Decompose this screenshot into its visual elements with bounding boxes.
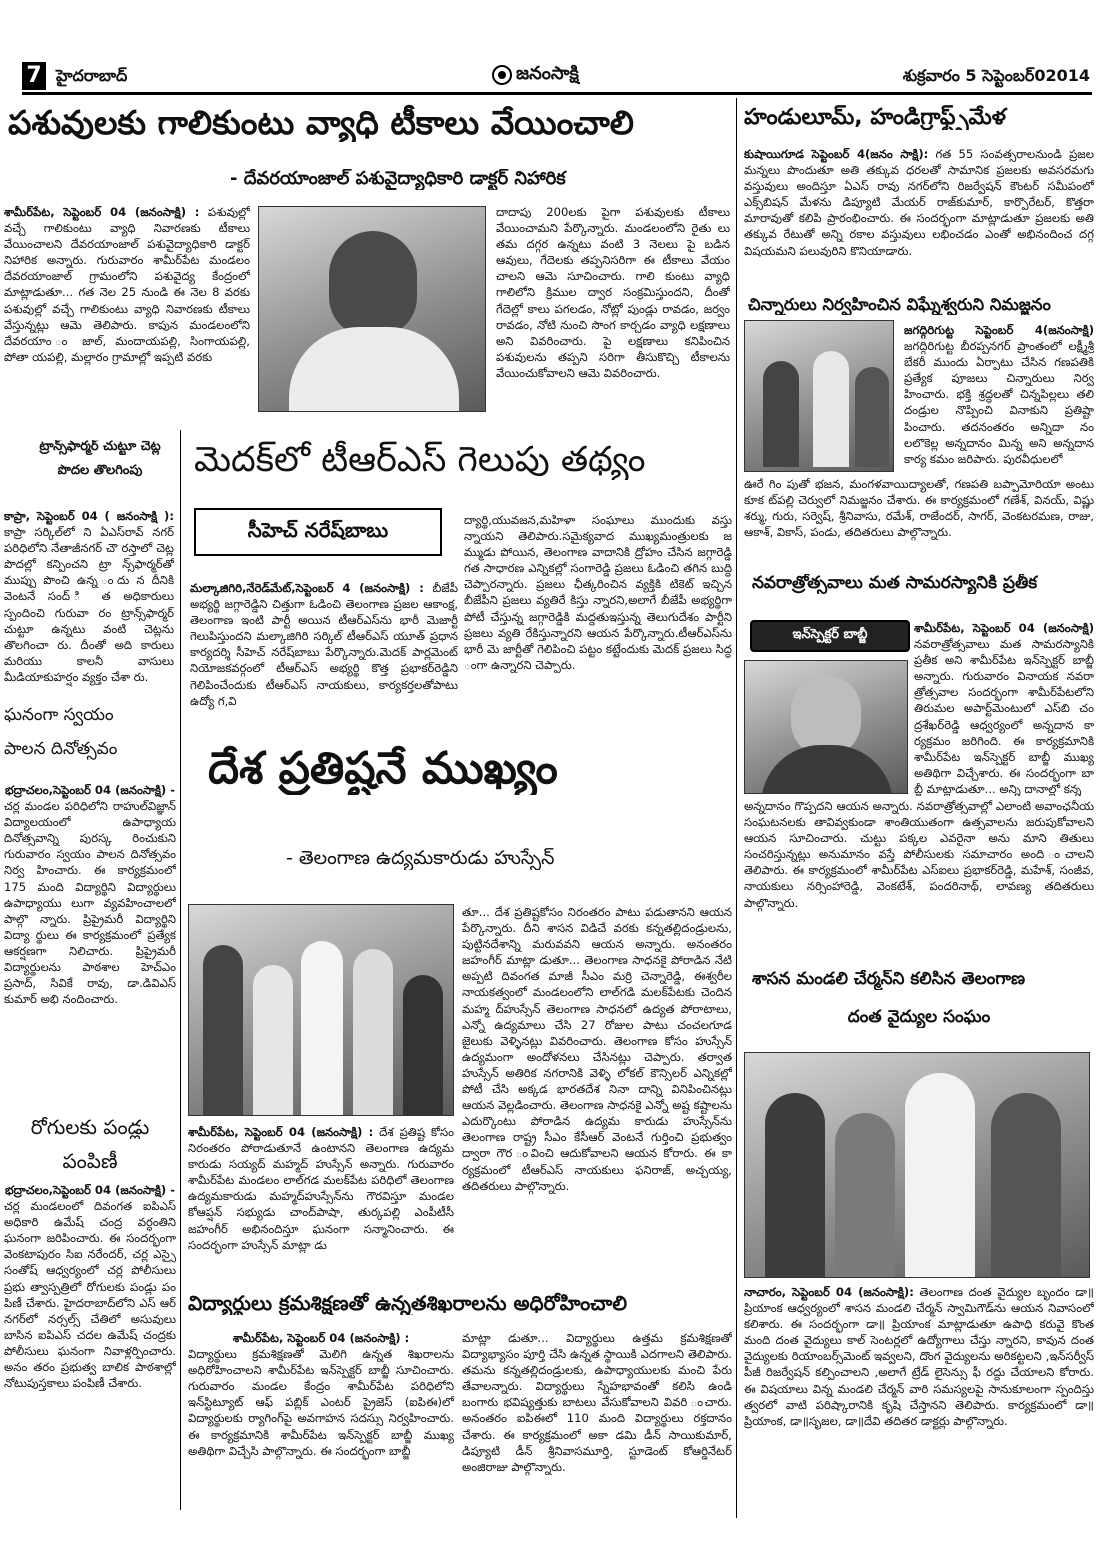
column-divider-right bbox=[736, 98, 737, 1518]
dateline: భద్రాచలం,సెప్టెంబర్ 04 (జనంసాక్షి) - bbox=[4, 1183, 176, 1197]
article-body: విద్యార్థులు క్రమశిక్షణతో మెలిగి ఉన్నత శిఖరాలను అధిరోహించాలని శామీర్‌పేట ఇన్‌స్పెక్టర్ బాబ్జీ సూచించారు. గురువారం మండల కేంద్రం శామీర్‌పేట పరిధిలోని ఇన్‌స్టిట్యూట్ ఆఫ్ పబ్లిక్ ఎంటర్ ప్రైజెస్ (ఐపిఈ)లో విద్యార్థులకు ర్యాగింగ్‌పై అవగాహన సదస్సు నిర్వహించారు. ఈ కార్యక్రమానికి శామీర్‌పేట ఇన్‌స్పెక్టర్ బాబ్జీ ముఖ్య అతిథిగా విచ్చేసి పాల్గొన్నారు. ఈ సందర్భంగా బాబ్జీ bbox=[188, 1347, 454, 1458]
dateline: శామీర్‌పేట, సెప్టెంబర్ 04 (జనంసాక్షి) : bbox=[4, 205, 200, 219]
headline-fruits-2: పంపిణీ bbox=[62, 1150, 118, 1173]
article-body: నవరాత్రోత్సవాలు మత సామరస్యానికి ప్రతీక అని శామీర్‌పేట ఇన్‌స్పెక్టర్ బాబ్జీ అన్నారు. గురువారం వినాయక నవరా త్రోత్సవాల సందర్భంగా శామీర్‌పేటలోని తిరుమల అపార్ట్‌మెంటులో ఎస్‌బి చం ద్రశేఖర్‌రెడ్డి ఆధ్వర్యంలో అన్నదాన కా ర్యక్రమం జరిగింది. ఈ కార్యక్రమానికి శామీర్‌పేట ఇన్‌స్పెక్టర్ బాబ్జీ ముఖ్య అతిథిగా విచ్చేశారు. ఈ సందర్భంగా బా బ్జీ మాట్లాడుతూ... అన్ని దానాల్లో కన్న bbox=[914, 637, 1094, 796]
article-body: ద్యార్థి,యువజన,మహిళా సంఘాలు ముందుకు వస్తు న్నాయని తెలిపారు.సమైక్యవాద ముఖ్యమంత్రులకు జ మ్ముడు పోయిన, తెలంగాణ వాదానికి ద్రోహం చేసిన జగ్గారెడ్డి గత సాధారణ ఎన్నికల్లో సంగారెడ్డి ప్రజలు ఓడించి తగిన బుద్ధి చెప్పారన్నారు. ప్రజలు ఛీత్కరించిన వ్యక్తికి టికెట్ ఇచ్చిన బీజేపీని ప్రజలు వ్యతిరే కిస్తు న్నారని,అలాగే బీజేపీ అభ్యర్థిగా పోటీ చేస్తున్న జగ్గారెడ్డికి మద్దతుఇస్తున్న తెలుగుదేశం పార్టీని ప్రజలు వ్యతి రేకిస్తున్నారని ఆయన పేర్కొన్నారు.టీఆర్ఎస్‌ను భారీ మె జార్టీతో గెలిపించి పట్టం కట్టేందుకు మెదక్ ప్రజలు సిద్ధ ంగా ఉన్నారని చెప్పారు. bbox=[464, 513, 732, 672]
article-students-col2 bbox=[462, 1330, 732, 1514]
article-navaratri-side bbox=[914, 620, 1094, 796]
headline-nation-prestige: దేశ ప్రతిష్టనే ముఖ్యం bbox=[208, 744, 558, 794]
issue-date: శుక్రవారం 5 సెప్టెంబర్02014 bbox=[902, 66, 1090, 85]
subhead-nation-prestige: - తెలంగాణ ఉద్యమకారుడు హుస్సేన్ bbox=[286, 848, 555, 869]
masthead-rule bbox=[22, 92, 1092, 95]
article-body: తెలంగాణ దంత వైద్యుల బృందం డా॥ ప్రియాంక ఆధ్వర్యంలో శాసన మండలి చేర్మన్ స్వామిగౌడ్‌ను ఆయన నివాసంలో కలిశారు. ఈ సందర్భంగా డా॥ ప్రియాంక మాట్లాడుతూ ఉపాధి కరువై కొంత మంది దంత వైద్యులు కాల్ సెంటర్లలో ఉద్యోగాలు చేస్తు న్నారని, కావున దంత వైద్యులకు రియాంబర్స్‌మెంట్ ఇవ్వలని, దొంగ వైద్యులను అరికట్టలని ,ఇన్‌సర్వీస్ పీజీ రిజర్వేషన్ కల్పించాలని ,అలాగే ట్రేడ్ లైసెన్సు ఫీ రద్దు చేయాలని కోరారు. ఈ విషయాలు విన్న మండలి చేర్మన్ వారి సమస్యలపై సానుకూలంగా స్పందిస్తు త్వరలో వాటి పరిష్కారానికి కృషి చేస్తానని తెలిపారు. కార్యక్రమంలో డా॥ప్రియాంక, డా॥సృజల, డా॥దేవి తదితర డాక్టర్లు పాల్గొన్నారు. bbox=[744, 1285, 1094, 1428]
article-body: దాదాపు 200లకు పైగా పశువులకు టీకాలు వేయించామని పేర్కొన్నారు. మండలంలోని రైతు లు తమ దగ్గర ఉన్నటు వంటి 3 నెలలు పై బడిన ఆవులు, గేదెలకు తప్పనిసరిగా ఈ టీకాలు వేయం చాలని ఆమె సూచించారు. గాలి కుంటు వ్యాధి గాలిలోని క్రిముల ద్వార సంక్రమిస్తుందని, దీంతో గేదెల్లో కాలు పగలడం, నోట్లో పుండ్లు రావడం, జర్వం రావడం, నోటి నుంచి సొంగ కార్చడం వ్యాధి లక్షణాలు అని వివరించారు. పై లక్షణాలు కనిపించిన పశువులను తప్పని సరిగా తీసుకొచ్చి టీకాలను వేయించుకోవాలని ఆమె వివరించారు. bbox=[496, 205, 730, 380]
photo-inspector-babji bbox=[744, 660, 908, 794]
article-body: చర్ల మండల పరిధిలోని రాహుల్‌విజ్ఞాన్ విద్యాలయంలో ఉపాధ్యాయ దినోత్సవాన్ని పురస్క రించుకుని గురువారం స్వయం పాలన దినోత్సవం నిర్వ హించారు. ఈ కార్యక్రమంలో 175 మంది విద్యార్థిని విద్యార్థులు ఉపాధ్యాయు లుగా వ్యవహించాలలో పాల్గొ న్నారు. ప్రిప్రైమరీ విద్యార్థిని విద్యా ర్థులు ఈ కార్యక్రమంలో ప్రత్యేక ఆకర్షణగా నిలిచారు. ప్రిప్రైమరీ విద్యార్థులను పాఠశాల హెచ్ఎం ప్రసాద్, సివికే రావు, డా.డివిఎస్ కుమార్ అభి నందించారు. bbox=[4, 799, 176, 1007]
headline-handloom-mela: హండులూమ్, హండిగ్రాఫ్ట్స్‌మేళ bbox=[744, 105, 1006, 130]
article-self-governance bbox=[4, 782, 176, 1092]
article-vaccination-col2 bbox=[496, 204, 730, 416]
dateline: నాచారం, సెప్టెంబర్ 04 (జనంసాక్షి): bbox=[744, 1285, 914, 1299]
article-ganesh-side bbox=[904, 322, 1094, 474]
article-body: తూ... దేశ ప్రతిష్టకోసం నిరంతరం పాటు పడుతానని ఆయన పేర్కొన్నారు. దీని శాసన విడిచే వరకు కన్నతల్లిదండ్రులను, పుట్టినదేశాన్ని మరువవని ఆయన అన్నారు. అనంతరం జహంగీర్ మాట్లా డుతూ... తెలంగాణ సాధనకై పోరాడిన నేటి అప్పటి దివంగత మాజీ సీఎం మర్రి చెన్నారెడ్డి, ఈశ్వరీల నాయకత్వంలో మండలంలోని లాల్‌గడి మలక్‌పేటకు చెందిన మహ్మ ద్‌హుస్సేన్ తెలంగాణ సాధనలో ఉద్యత పోరాటాలు, ఎన్నో ఉద్యమాలు చేసి 27 రోజుల పాటు చంచలగూడ జైలుకు వెళ్ళినట్లు వివరించారు. తెలంగాణ కోసం హుస్సేన్ ఉద్యమంగా అందోళనలు చేసినట్లు చెప్పారు. తర్వాత హుస్సేన్ అతిరిక నగరానికి వెళ్ళి లోకల్ కౌన్సిలర్ ఎన్నికల్లో పోటీ చేసి అక్కడ భారతదేశ నినా దాన్ని వినిపించినట్లు ఆయన వెల్లడించారు. తెలంగాణ సాధనకై ఎన్నో అష్ట కష్టాలను ఎదుర్కొంటు పోరాడిన ఉద్యమ కారుడు హుస్సేన్‌ను తెలంగాణ రాష్ట్ర సీఎం కేసీఆర్ వెంటనే గుర్తించి ప్రభుత్వం ద్వారా గౌర ంవించి ఆదుకోవాలని ఆయన కోరారు. ఈ కా ర్యక్రమంలో టీఆర్ఎస్ నాయకులు ఫనిరాజ్, అచ్చయ్య, తదితరులు పాల్గొన్నారు. bbox=[462, 905, 732, 1193]
headline-self-governance-2: పాలన దినోత్సవం bbox=[4, 740, 118, 759]
article-body: దేశ ప్రతిష్ట కోసం నిరంతరం పోరాడుతూనే ఉంటానని తెలంగాణ ఉద్యమ కారుడు సయ్యద్ మహ్మద్ హుస్సేన్ అన్నారు. గురువారం శామీర్‌పేట మండలం లాల్‌గడ మలక్‌పేట పరిధిలో తెలంగాణ ఉద్యమకారుడు మహ్మద్‌హుస్సేన్‌ను గౌరవిస్తూ మండల కోఆప్షన్ సభ్యుడు చాంద్‌పాషా, తుర్కపల్లి ఎంపీటీసీ జహంగీర్ అభినందిస్తూ ఘనంగా సన్మానించారు. ఈ సందర్భంగా హుస్సేన్ మాట్లా డు bbox=[188, 1125, 454, 1252]
article-transformer bbox=[4, 508, 174, 700]
masthead bbox=[22, 60, 1092, 92]
dateline: భద్రాచలం,సెప్టెంబర్ 04 (జనంసాక్షి) - bbox=[4, 783, 176, 797]
headline-navaratri: నవరాత్రోత్సవాలు మత సామరస్యానికి ప్రతీక bbox=[752, 574, 1038, 593]
photo-dental-association bbox=[744, 1052, 1090, 1278]
headline-medak-trs: మెదక్‌లో టీఆర్ఎస్ గెలుపు తథ్యం bbox=[194, 440, 646, 480]
headline-transformer-1: ట్రాన్స్‌ఫార్మర్ చుట్టూ చెట్ల bbox=[39, 440, 161, 454]
article-medak-col2 bbox=[464, 512, 732, 730]
dateline: శామీర్‌పేట, సెప్టెంబర్ 04 (జనంసాక్షి) bbox=[914, 621, 1094, 635]
article-body: మాట్లా డుతూ... విద్యార్థులు ఉత్తమ క్రమశిక్షణతో విద్యాభ్యాసం పూర్తి చేసి ఉన్నత స్థాయికి ఎదగాలని తెలిపారు. తమను కన్నతల్లిదండ్రులకు, ఉపాధ్యాయులకు మంచి పేరు తేవాలన్నారు. విద్యార్థులు స్నేహభావంతో కలిసి ఉండి బంగారు భవిష్యత్తుకు బాటలు వేసుకోవాలని వివరి ంచారు. అనంతరం ఐపిఈలో 110 మంది విద్యార్థులు రక్తదానం చేశారు. ఈ కార్యక్రమంలో అకా డమి డీన్ సాయికుమార్, డిప్యూటి డీన్ శ్రీనివాసమూర్తి, స్టూడెంట్ కోఆర్డినేటర్ అంజిరాజు పాల్గొన్నారు. bbox=[462, 1331, 732, 1474]
photo-hussain-felicitation bbox=[188, 904, 454, 1116]
headline-fruits-1: రోగులకు పండ్లు bbox=[30, 1116, 150, 1139]
masthead-logo bbox=[492, 62, 579, 88]
article-dental bbox=[744, 1284, 1094, 1514]
article-vaccination-col1 bbox=[4, 204, 250, 416]
article-body: కాప్రా సర్కిల్‌లో ని ఏఎస్‌రావ్ నగర్ పరిధిలోని నేతాజీనగర్ చౌ రస్తాలో చెట్ల పొదల్లో కన్పించని ట్రా న్స్‌ఫార్మర్‌తో ముప్పు పొంచి ఉన్న ందు న దీనికి వెంటనే సంద్ ి త అధికారులు స్పందించి గురువా రం ట్రాన్స్‌ఫార్మర్ చుట్టూ ఉన్నటు వంటి చెట్లను తొలగించా రు. దీంతో అది కారులు మరియు కాలనీ వాసులు మీడియాకుహర్షం వ్యక్తం చేశా రు. bbox=[4, 525, 174, 684]
article-body: జగద్గిరిగుట్ట బీరప్పనగర్ ప్రాంతంలో లక్ష్మీశ్రీ బేకరీ ముందు ఏర్పాటు చేసిన గణపతికి ప్రత్యేక పూజలు చిన్నారులు నిర్వ హించారు. భక్తి శ్రద్ధలతో చిన్నపిల్లలు తలి దండ్రుల నొప్పించి వినాకుని ప్రతిష్టా పించారు. తదనంతరం అన్నిదా నం లలొకెల్ల అన్నదానం మిన్న అని అన్నదాన కార్య కమం జరిపారు. పురవీధులలో bbox=[904, 339, 1094, 466]
headline-dental-1: శాసన మండలి చేర్మన్‌ని కలిసిన తెలంగాణ bbox=[752, 970, 1026, 989]
article-body: చర్ల మండలంలో దివంగత ఐపిఎస్ అధికారి ఉమేష్ చంద్ర వర్ధంతిని ఘనంగా జరిపించారు. ఈ సందర్భంగా వెంకటాపురం సిఐ నరేందర్, చర్ల ఎస్సై సంతోష్ ఆధ్వర్యంలో చర్ల పోలీసులు ప్రభు త్వాస్పత్రిలో రోగులకు పండ్లు పం పిణీ చేశారు. హైదరాబాద్‌లోని ఎస్ ఆర్ నగర్‌లో నర్సల్స్ చేతిలో అసువులు బాసిన ఐపిఎస్ చదల ఉమేష్ చంద్రకు పోలీసులు ఘనంగా నివాళ్లర్పించారు. అనం తరం ప్రభుత్వ బాలిక పాఠశాల్లో నోటుపుస్తకాలు పంపిణీ చేశారు. bbox=[4, 1199, 176, 1391]
headline-transformer-2: పొదల తొలగింపు bbox=[57, 464, 143, 478]
subhead-vaccination: - దేవరయాంజాల్ పశువైద్యాధికారి డాక్టర్ నిహారిక bbox=[230, 169, 566, 189]
article-nation-col1 bbox=[188, 1124, 454, 1284]
dateline: కాప్రా, సెప్టెంబర్ 04 ( జనంసాక్షి ): bbox=[4, 509, 174, 523]
byline-naresh-babu: సీహెచ్ నరేష్‌బాబు bbox=[194, 508, 442, 556]
headline-self-governance-1: ఘనంగా స్వయం bbox=[4, 706, 114, 725]
headline-dental-2: దంత వైద్యుల సంఘం bbox=[847, 1008, 991, 1027]
headline-vaccination: పశువులకు గాలికుంటు వ్యాధి టీకాలు వేయించాలి bbox=[8, 104, 634, 142]
logo-emblem-icon bbox=[492, 65, 512, 85]
article-students-col1 bbox=[188, 1330, 454, 1514]
article-handloom bbox=[744, 146, 1094, 290]
article-nation-col2 bbox=[462, 904, 732, 1284]
article-medak-col1 bbox=[190, 580, 458, 730]
byline-inspector-babji: ఇన్‌స్పెక్టర్ బాబ్జీ bbox=[750, 620, 910, 652]
dateline: కుషాయిగూడ సెప్టెంబర్ 4(జనం సాక్షి): bbox=[744, 147, 929, 161]
article-body: అన్నదానం గొప్పదని ఆయన అన్నారు. నవరాత్రోత్సవాల్లో ఎలాంటి అవాంఛనీయ సంఘటనలకు తావివ్వకుండా శాంతియుతంగా ఉత్సవాలను జరుపుకోవాలని ఆయన సూచించారు. చుట్టు పక్కల ఎవరైనా అను మాని తితులు సంచరిస్తున్నట్లు అనుమానం వస్తే పోలీసులకు సమాచారం అంది ంచాలని తెలిపారు. ఈ కార్యక్రమంలో శామీర్‌పేట ఎస్‌ఐలు ప్రభాకర్‌రెడ్డి, మహేశ్, సంజీవ, నాయకులు నర్సింహారెడ్డి, వెంకటేశ్, పందరినాథ్, లావణ్య తదితరులు పాల్గొన్నారు. bbox=[744, 799, 1094, 910]
article-ganesh-full bbox=[744, 476, 1094, 566]
article-body: బీజేపీ అభ్యర్థి జగ్గారెడ్డిని చిత్తుగా ఓడించి తెలంగాణ ప్రజల ఆకాంక్ష, తెలంగాణ ఇంటి పార్టీ అయిన టీఆర్ఎస్‌ను భారీ మెజార్టీ గెలుపిస్తుందని మల్కాజిగిరి సర్కిల్ టీఆర్ఎస్ యూత్ ప్రధాన కార్యదర్శి సీహెచ్ నరేష్‌బాబు పేర్కొన్నారు.మెదక్ పార్లమెంట్ నియోజకవర్గంలో టీఆర్ఎస్ అభ్యర్థి కొత్త ప్రభాకర్‌రెడ్డిని గెలిపించేందుకు టీఆర్ఎస్ నాయకులు, కార్యకర్తలతోపాటు ఉద్యో గ,వి bbox=[190, 581, 458, 708]
article-body: ఊరే గిం పుతో భజన, మంగళవాయిద్యాలతో, గణపతి బప్పామోరియా అంటు కూక ట్‌పల్లి చెర్వులో నిమజ్జనం చేశారు. ఈ కార్యక్రమంలో గణేశ్, వినయ్, విష్ణు శర్ము, గురు, సర్వెష్, శ్రీనివాసు, రమేశ్, రాజేందర్, సాగర్, వెంకటరమణ, రాజు, ఆకాశ్, వికాస్, పండు, తదితరులు పాల్గొన్నారు. bbox=[744, 477, 1094, 540]
dateline: మల్కాజిగిరి,నేరెడ్‌మేట్,సెప్టెంబర్ 4 (జనంసాక్షి) : bbox=[190, 581, 424, 595]
dateline: జగద్గిరిగుట్ట సెప్టెంబర్ 4(జనంసాక్షి) bbox=[904, 323, 1094, 337]
headline-student-discipline: విద్యార్థులు క్రమశిక్షణతో ఉన్నతశిఖరాలను అధిరోహించాలి bbox=[188, 1292, 627, 1315]
photo-ganesh-immersion bbox=[744, 320, 894, 472]
dateline: శామీర్‌పేట, సెప్టెంబర్ 04 (జనంసాక్షి) : bbox=[232, 1331, 410, 1345]
dateline: శామీర్‌పేట, సెప్టెంబర్ 04 (జనంసాక్షి) : bbox=[188, 1125, 374, 1139]
article-body: పశువుల్లో వచ్చే గాలికుంటు వ్యాధి నివారణకు టీకాలు వేయించాలని దేవరయాంజాల్ పశువైద్యాధికారి డాక్టర్ నిహారిక అన్నారు. గురువారం శామీర్‌పేట మండలం దేవరయాంజాల్ గ్రామంలోని పశువైద్య కేంద్రంలో మాట్లాడుతూ... గత నెల 25 నుండి ఈ నెల 8 వరకు పశువుల్లో వచ్చే గాలికుంటు వ్యాధి నివారణకు టీకాలు వేస్తున్నట్లు ఆమె తెలిపారు. కాపున మండలంలోని దేవరయాం ం జాల్, మందాయపల్లి, సింగాయపల్లి, పోతా యపల్లి, మల్లారం గ్రామాల్లో ఇప్పటి వరకు bbox=[4, 205, 250, 364]
headline-ganesh-immersion: చిన్నారులు నిర్వహించిన విఘ్నేశ్వరుని నిమజ్జనం bbox=[748, 296, 1051, 314]
logo-text: జనంసాక్షి bbox=[516, 62, 579, 84]
article-navaratri-full bbox=[744, 798, 1094, 936]
column-divider-left bbox=[180, 430, 181, 1510]
article-body: గత 55 సంవత్సరాలనుండి ప్రజల మన్నలు పొందుతూ అతి తక్కువ ధరలతో సామానిక ప్రజలకు అవసరమగు వస్తువులు అందిస్తూ ఏఎస్ రావు నగర్‌లోని రిజర్వేషన్ కౌంటర్ సమీపంలో ఎక్స్‌బిషన్ మేళను డిప్యూటి మేయర్ రాజ్‌కుమార్, కార్పొరేటర్, కొత్తరా మారావుతో కలిపి ప్రారంభించారు. ఈ సందర్భంగా మాట్లాడుతూ ప్రజలకు అతి తక్కువ రేటుతో అన్ని రకాల వస్తువులు లభించడం ఎంతో అభినందించ దగ్గ విషయమని పలువురిని కొనియాడారు. bbox=[744, 147, 1094, 258]
article-fruits bbox=[4, 1182, 176, 1482]
page-number: 7 bbox=[22, 62, 46, 90]
city-name: హైదరాబాద్ bbox=[56, 66, 128, 85]
photo-doctor-niharika bbox=[258, 206, 486, 412]
